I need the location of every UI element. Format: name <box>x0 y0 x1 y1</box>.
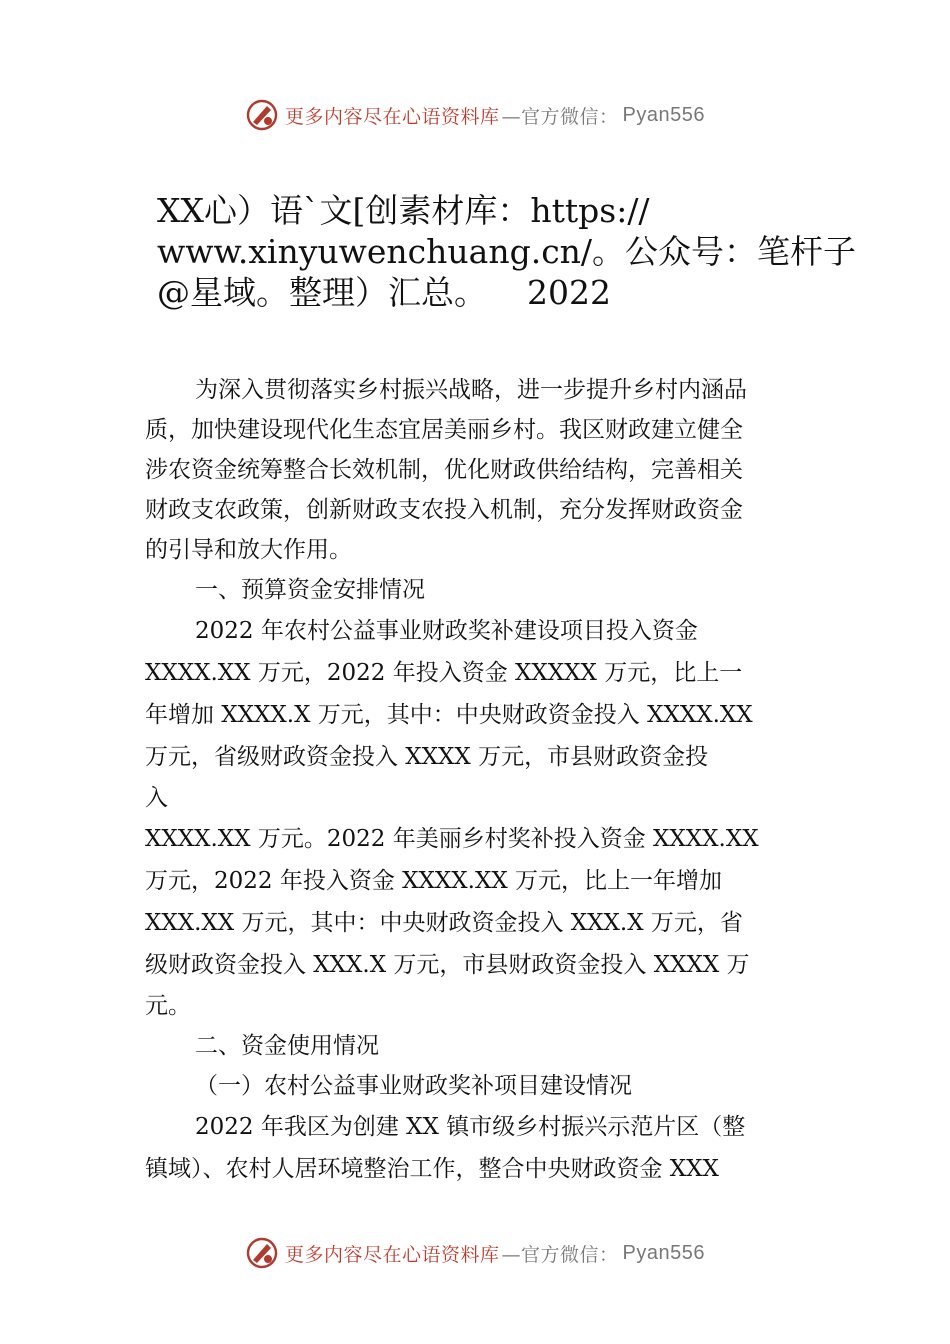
section-heading-usage: 二、资金使用情况 <box>195 1033 379 1059</box>
text-line: 级财政资金投入 XXX.X 万元，市县财政资金投入 XXXX 万 <box>145 952 750 978</box>
text-line: 为深入贯彻落实乡村振兴战略，进一步提升乡村内涵品 <box>195 377 747 403</box>
document-title <box>157 190 857 313</box>
text-line: 入 <box>145 785 168 811</box>
banner-wechat-label: —官方微信： <box>501 1243 619 1266</box>
banner-wechat-id: Pyan556 <box>622 103 705 126</box>
pen-logo-icon <box>245 1236 279 1270</box>
section-heading-budget: 一、预算资金安排情况 <box>195 577 425 603</box>
usage-paragraph <box>145 1106 810 1190</box>
text-line: XXX.XX 万元，其中：中央财政资金投入 XXX.X 万元，省 <box>145 910 743 936</box>
document-body <box>145 370 810 1190</box>
pen-logo-icon <box>245 98 279 132</box>
text-line: 万元，省级财政资金投入 XXXX 万元，市县财政资金投 <box>145 744 709 770</box>
text-line: 镇域）、农村人居环境整治工作，整合中央财政资金 XXX <box>145 1156 719 1182</box>
text-line: 年增加 XXXX.X 万元，其中：中央财政资金投入 XXXX.XX <box>145 702 753 728</box>
title-line: XX心）语`文[创素材库：https:// <box>157 191 650 230</box>
text-line: 元。 <box>145 993 191 1019</box>
banner-library-text: 更多内容尽在心语资料库 <box>285 1243 500 1266</box>
title-line: www.xinyuwenchuang.cn/。公众号：笔杆子 <box>157 232 857 271</box>
banner-wechat-id: Pyan556 <box>622 1241 705 1264</box>
budget-paragraph <box>145 610 810 1026</box>
text-line: 万元，2022 年投入资金 XXXX.XX 万元，比上一年增加 <box>145 868 723 894</box>
title-year: 2022 <box>527 273 611 312</box>
intro-paragraph <box>145 370 810 570</box>
text-line: 的引导和放大作用。 <box>145 537 352 563</box>
text-line: XXXX.XX 万元。2022 年美丽乡村奖补投入资金 XXXX.XX <box>145 826 759 852</box>
text-line: 涉农资金统筹整合长效机制，优化财政供给结构，完善相关 <box>145 457 743 483</box>
footer-banner <box>0 1233 950 1273</box>
text-line: XXXX.XX 万元，2022 年投入资金 XXXXX 万元，比上一 <box>145 660 743 686</box>
text-line: 质，加快建设现代化生态宜居美丽乡村。我区财政建立健全 <box>145 417 743 443</box>
subsection-heading: （一）农村公益事业财政奖补项目建设情况 <box>195 1073 632 1099</box>
banner-wechat-label: —官方微信： <box>501 105 619 128</box>
text-line: 2022 年我区为创建 XX 镇市级乡村振兴示范片区（整 <box>195 1114 746 1140</box>
title-line: @星域。整理）汇总。 2022 <box>157 273 611 312</box>
text-line: 财政支农政策，创新财政支农投入机制，充分发挥财政资金 <box>145 497 743 523</box>
banner-library-text: 更多内容尽在心语资料库 <box>285 105 500 128</box>
header-banner <box>0 95 950 135</box>
text-line: 2022 年农村公益事业财政奖补建设项目投入资金 <box>195 618 698 644</box>
